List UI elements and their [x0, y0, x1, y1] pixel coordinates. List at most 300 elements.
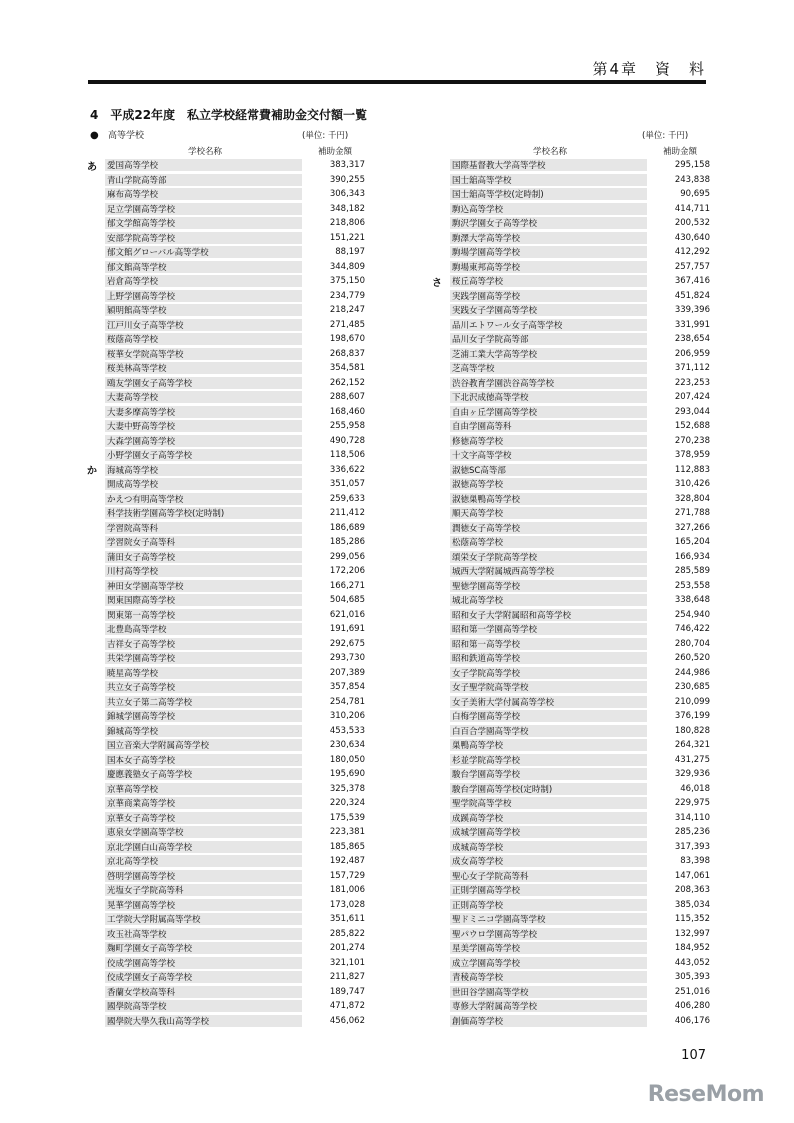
subsidy-amount: 285,236 [674, 827, 710, 838]
school-name: 実践学園高等学校 [450, 290, 647, 302]
subsidy-amount: 181,006 [329, 885, 365, 896]
subsidy-amount: 118,506 [329, 450, 365, 461]
school-name: 足立学園高等学校 [105, 203, 302, 215]
table-row [450, 419, 710, 434]
school-name: 桜蔭高等学校 [105, 333, 302, 345]
subsidy-amount: 192,487 [329, 856, 365, 867]
school-name: 科学技術学園高等学校(定時制) [105, 507, 302, 519]
table-row [105, 767, 365, 782]
table-row [105, 970, 365, 985]
school-name: 品川エトワール女子高等学校 [450, 319, 647, 331]
school-name: 啓明学園高等学校 [105, 870, 302, 882]
table-row [105, 709, 365, 724]
school-name: 国士舘高等学校 [450, 174, 647, 186]
subsidy-amount: 329,936 [674, 769, 710, 780]
subsidy-amount: 385,034 [674, 899, 710, 910]
table-row [450, 564, 710, 579]
page-number: 107 [681, 1048, 706, 1063]
subsidy-amount: 191,691 [329, 624, 365, 635]
subsection-label [90, 128, 144, 141]
table-row [105, 376, 365, 391]
table-row [450, 202, 710, 217]
table-row [450, 680, 710, 695]
subsidy-amount: 280,704 [674, 638, 710, 649]
school-name: 白百合学園高等学校 [450, 725, 647, 737]
table-row [450, 245, 710, 260]
school-name: 慶應義塾女子高等学校 [105, 768, 302, 780]
subsidy-amount: 166,271 [329, 580, 365, 591]
subsidy-amount: 168,460 [329, 406, 365, 417]
school-name: 郁文館グローバル高等学校 [105, 246, 302, 258]
table-row [105, 898, 365, 913]
school-name: 頌栄女子学院高等学校 [450, 551, 647, 563]
table-row [105, 434, 365, 449]
column-header [450, 144, 710, 158]
table-row [450, 985, 710, 1000]
school-name: 共立女子第二高等学校 [105, 696, 302, 708]
table-row [105, 941, 365, 956]
subsidy-amount: 293,730 [329, 653, 365, 664]
table-row [105, 173, 365, 188]
school-name: 関東国際高等学校 [105, 594, 302, 606]
table-row [105, 564, 365, 579]
school-name: 京北学園白山高等学校 [105, 841, 302, 853]
subsidy-amount: 223,381 [329, 827, 365, 838]
subsidy-amount: 184,952 [674, 943, 710, 954]
table-row [105, 361, 365, 376]
table-row [450, 579, 710, 594]
school-name: 暁星高等学校 [105, 667, 302, 679]
table-row [450, 535, 710, 550]
table-row [105, 274, 365, 289]
table-row [450, 448, 710, 463]
subsidy-amount: 430,640 [674, 232, 710, 243]
school-name: 聖心女子学院高等科 [450, 870, 647, 882]
table-row [450, 941, 710, 956]
school-name: 國學院高等学校 [105, 1000, 302, 1012]
school-name: 潤徳女子高等学校 [450, 522, 647, 534]
subsidy-amount: 220,324 [329, 798, 365, 809]
subsidy-amount: 46,018 [680, 783, 710, 794]
school-name: 松蔭高等学校 [450, 536, 647, 548]
table-row [450, 840, 710, 855]
table-row [105, 825, 365, 840]
school-name: 大妻中野高等学校 [105, 420, 302, 432]
subsidy-amount: 210,099 [674, 696, 710, 707]
school-name: 修徳高等学校 [450, 435, 647, 447]
school-name: 城西大学附属城西高等学校 [450, 565, 647, 577]
subsidy-amount: 451,824 [674, 290, 710, 301]
school-name: 女子聖学院高等学校 [450, 681, 647, 693]
school-name: 青稜高等学校 [450, 971, 647, 983]
subsidy-amount: 230,634 [329, 740, 365, 751]
subsidy-amount: 206,959 [674, 348, 710, 359]
subsidy-amount: 166,934 [674, 551, 710, 562]
subsidy-amount: 186,689 [329, 522, 365, 533]
subsidy-amount: 257,757 [674, 261, 710, 272]
school-name: 京華高等学校 [105, 783, 302, 795]
school-name: 成城学園高等学校 [450, 826, 647, 838]
subsidy-amount: 376,199 [674, 711, 710, 722]
table-row [105, 811, 365, 826]
table-row [450, 187, 710, 202]
school-name: 上野学園高等学校 [105, 290, 302, 302]
table-row [105, 753, 365, 768]
subsidy-amount: 211,412 [329, 508, 365, 519]
kana-index-marker: か [87, 466, 97, 478]
subsidy-amount: 175,539 [329, 812, 365, 823]
subsidy-amount: 238,654 [674, 334, 710, 345]
school-name: 海城高等学校 [105, 464, 302, 476]
school-name: 専修大学附属高等学校 [450, 1000, 647, 1012]
subsidy-amount: 406,176 [674, 1015, 710, 1026]
unit-label-right: (単位: 千円) [642, 131, 689, 141]
school-name: 順天高等学校 [450, 507, 647, 519]
subsidy-amount: 375,150 [329, 276, 365, 287]
table-row [450, 767, 710, 782]
school-name: 国立音楽大学附属高等学校 [105, 739, 302, 751]
subsidy-amount: 207,424 [674, 392, 710, 403]
table-row [105, 260, 365, 275]
school-name: 川村高等学校 [105, 565, 302, 577]
subsidy-amount: 327,266 [674, 522, 710, 533]
table-row [105, 303, 365, 318]
school-name: 国際基督教大学高等学校 [450, 159, 647, 171]
subsidy-amount: 746,422 [674, 624, 710, 635]
subsidy-amount: 112,883 [674, 464, 710, 475]
subsection-text: 高等学校 [108, 131, 145, 141]
school-name: 学習院高等科 [105, 522, 302, 534]
subsidy-amount: 406,280 [674, 1001, 710, 1012]
table-row [105, 1014, 365, 1029]
subsidy-amount: 268,837 [329, 348, 365, 359]
table-row [105, 187, 365, 202]
school-name: 成立学園高等学校 [450, 957, 647, 969]
school-name: 正則高等学校 [450, 899, 647, 911]
table-row [105, 202, 365, 217]
subsidy-amount: 262,152 [329, 377, 365, 388]
school-name: 淑徳巣鴨高等学校 [450, 493, 647, 505]
school-name: 桜華女学院高等学校 [105, 348, 302, 360]
subsidy-amount: 292,675 [329, 638, 365, 649]
subsidy-amount: 357,854 [329, 682, 365, 693]
school-name: 開成高等学校 [105, 478, 302, 490]
school-name: 成蹊高等学校 [450, 812, 647, 824]
table-row [450, 506, 710, 521]
table-row [105, 608, 365, 623]
school-name: 郁文学館高等学校 [105, 217, 302, 229]
school-name: 聖学院高等学校 [450, 797, 647, 809]
table-row [105, 985, 365, 1000]
school-name: 世田谷学園高等学校 [450, 986, 647, 998]
table-row [450, 724, 710, 739]
unit-label-left: (単位: 千円) [302, 131, 349, 141]
subsidy-amount: 180,828 [674, 725, 710, 736]
school-name: 昭和鉄道高等学校 [450, 652, 647, 664]
table-row [450, 405, 710, 420]
subsidy-amount: 299,056 [329, 551, 365, 562]
header-rule [88, 80, 706, 84]
subsidy-amount: 229,975 [674, 798, 710, 809]
subsidy-amount: 490,728 [329, 435, 365, 446]
school-name: 吉祥女子高等学校 [105, 638, 302, 650]
table-row [105, 332, 365, 347]
left-rows [87, 158, 365, 1028]
subsidy-amount: 218,806 [329, 218, 365, 229]
table-row [450, 970, 710, 985]
subsidy-amount: 310,206 [329, 711, 365, 722]
school-name: 佼成学園女子高等学校 [105, 971, 302, 983]
subsidy-amount: 260,520 [674, 653, 710, 664]
subsidy-amount: 254,781 [329, 696, 365, 707]
school-name: 共栄学園高等学校 [105, 652, 302, 664]
table-row [105, 854, 365, 869]
subsidy-amount: 223,253 [674, 377, 710, 388]
subsidy-amount: 165,204 [674, 537, 710, 548]
col-amount-header: 補助金額 [317, 147, 352, 157]
school-name: 恵泉女学園高等学校 [105, 826, 302, 838]
school-name: 駒澤大学高等学校 [450, 232, 647, 244]
subsidy-amount: 115,352 [674, 914, 710, 925]
table-row [105, 666, 365, 681]
subsidy-amount: 243,838 [674, 174, 710, 185]
school-name: 大森学園高等学校 [105, 435, 302, 447]
subsidy-amount: 285,589 [674, 566, 710, 577]
school-name: 成女高等学校 [450, 855, 647, 867]
subsidy-amount: 295,158 [674, 160, 710, 171]
subsidy-amount: 180,050 [329, 754, 365, 765]
subsidy-amount: 200,532 [674, 218, 710, 229]
school-name: 正則学園高等学校 [450, 884, 647, 896]
table-row [105, 521, 365, 536]
school-name: 蒲田女子高等学校 [105, 551, 302, 563]
subsidy-amount: 157,729 [329, 870, 365, 881]
subsidy-amount: 189,747 [329, 986, 365, 997]
table-row [450, 912, 710, 927]
school-name: 星美学園高等学校 [450, 942, 647, 954]
subsidy-amount: 314,110 [674, 812, 710, 823]
table-row [105, 231, 365, 246]
table-row [450, 332, 710, 347]
subsidy-amount: 348,182 [329, 203, 365, 214]
school-name: 昭和女子大学附属昭和高等学校 [450, 609, 647, 621]
school-name: 京華女子高等学校 [105, 812, 302, 824]
subsidy-amount: 351,611 [329, 914, 365, 925]
subsidy-amount: 207,389 [329, 667, 365, 678]
table-row [450, 753, 710, 768]
school-name: 京華商業高等学校 [105, 797, 302, 809]
table-row [105, 347, 365, 362]
school-name: 神田女学園高等学校 [105, 580, 302, 592]
subsidy-amount: 378,959 [674, 450, 710, 461]
subsidy-amount: 293,044 [674, 406, 710, 417]
school-name: 関東第一高等学校 [105, 609, 302, 621]
school-name: 国本女子高等学校 [105, 754, 302, 766]
subsidy-amount: 264,321 [674, 740, 710, 751]
subsidy-amount: 371,112 [674, 363, 710, 374]
subsidy-amount: 305,393 [674, 972, 710, 983]
subsidy-amount: 88,197 [335, 247, 365, 258]
table-row [450, 927, 710, 942]
table-row [105, 477, 365, 492]
school-name: 晃華学園高等学校 [105, 899, 302, 911]
table-row [450, 666, 710, 681]
school-name: 創価高等学校 [450, 1015, 647, 1027]
table-row [105, 651, 365, 666]
col-name-header: 学校名称 [187, 147, 222, 157]
subsidy-amount: 321,101 [329, 957, 365, 968]
school-name: 駒場東邦高等学校 [450, 261, 647, 273]
subsidy-amount: 453,533 [329, 725, 365, 736]
table-row [105, 912, 365, 927]
subsidy-amount: 339,396 [674, 305, 710, 316]
subsidy-amount: 285,822 [329, 928, 365, 939]
subsidy-amount: 288,607 [329, 392, 365, 403]
subsidy-amount: 317,393 [674, 841, 710, 852]
table-row [105, 506, 365, 521]
subsidy-amount: 354,581 [329, 363, 365, 374]
school-name: 巣鴨高等学校 [450, 739, 647, 751]
school-name: 桜美林高等学校 [105, 362, 302, 374]
school-name: かえつ有明高等学校 [105, 493, 302, 505]
table-row [450, 825, 710, 840]
school-name: 佼成学園高等学校 [105, 957, 302, 969]
school-name: 杉並学院高等学校 [450, 754, 647, 766]
table-row [105, 448, 365, 463]
subsidy-amount: 443,052 [674, 957, 710, 968]
table-row [105, 593, 365, 608]
table-row [450, 173, 710, 188]
subsidy-amount: 367,416 [674, 276, 710, 287]
table-row [105, 883, 365, 898]
school-name: 駒込高等学校 [450, 203, 647, 215]
subsidy-amount: 383,317 [329, 160, 365, 171]
table-row [105, 695, 365, 710]
bullet-icon: ● [90, 130, 99, 141]
school-name: 愛国高等学校 [105, 159, 302, 171]
school-name: 駒場学園高等学校 [450, 246, 647, 258]
subsidy-amount: 185,865 [329, 841, 365, 852]
subsidy-amount: 172,206 [329, 566, 365, 577]
table-row [105, 419, 365, 434]
table-row [450, 869, 710, 884]
table-row [105, 318, 365, 333]
school-name: 青山学院高等部 [105, 174, 302, 186]
school-name: 成城高等学校 [450, 841, 647, 853]
table-row [105, 724, 365, 739]
table-row [450, 158, 710, 173]
right-column [432, 144, 710, 1028]
school-name: 聖徳学園高等学校 [450, 580, 647, 592]
table-row [105, 579, 365, 594]
table-row [450, 883, 710, 898]
brand-logo: ReseMom [647, 1082, 764, 1107]
subsidy-amount: 271,788 [674, 508, 710, 519]
table-row [450, 608, 710, 623]
subsidy-amount: 344,809 [329, 261, 365, 272]
table-row [450, 289, 710, 304]
subsidy-amount: 271,485 [329, 319, 365, 330]
subsidy-amount: 270,238 [674, 435, 710, 446]
subsidy-amount: 325,378 [329, 783, 365, 794]
school-name: 自由ヶ丘学園高等学校 [450, 406, 647, 418]
subsidy-amount: 351,057 [329, 479, 365, 490]
table-row [450, 216, 710, 231]
school-name: 十文字高等学校 [450, 449, 647, 461]
subsidy-amount: 173,028 [329, 899, 365, 910]
table-row [105, 535, 365, 550]
school-name: 江戸川女子高等学校 [105, 319, 302, 331]
school-name: 桜丘高等学校 [450, 275, 647, 287]
table-row [450, 463, 710, 478]
school-name: 聖パウロ学園高等学校 [450, 928, 647, 940]
table-row [450, 999, 710, 1014]
school-name: 攻玉社高等学校 [105, 928, 302, 940]
table-row [105, 216, 365, 231]
school-name: 淑徳高等学校 [450, 478, 647, 490]
school-name: 渋谷教育学園渋谷高等学校 [450, 377, 647, 389]
subsidy-amount: 331,991 [674, 319, 710, 330]
school-name: 芝浦工業大学高等学校 [450, 348, 647, 360]
column-header [105, 144, 365, 158]
table-row [450, 550, 710, 565]
subsidy-amount: 208,363 [674, 885, 710, 896]
school-name: 白梅学園高等学校 [450, 710, 647, 722]
table-row [450, 434, 710, 449]
table-row [105, 869, 365, 884]
subsidy-amount: 152,688 [674, 421, 710, 432]
school-name: 学習院女子高等科 [105, 536, 302, 548]
school-name: 芝高等学校 [450, 362, 647, 374]
table-row [450, 898, 710, 913]
section-title: 4 平成22年度 私立学校経常費補助金交付額一覧 [90, 108, 368, 122]
table-row [450, 695, 710, 710]
school-name: 香蘭女学校高等科 [105, 986, 302, 998]
kana-index-marker: さ [432, 277, 442, 289]
subsidy-amount: 211,827 [329, 972, 365, 983]
school-name: 下北沢成徳高等学校 [450, 391, 647, 403]
table-row [105, 927, 365, 942]
table-row [105, 738, 365, 753]
table-row [450, 637, 710, 652]
subsidy-amount: 254,940 [674, 609, 710, 620]
table-row [450, 376, 710, 391]
school-name: 工学院大学附属高等学校 [105, 913, 302, 925]
school-name: 聖ドミニコ学園高等学校 [450, 913, 647, 925]
subsidy-amount: 251,016 [674, 986, 710, 997]
subsidy-amount: 390,255 [329, 174, 365, 185]
subsidy-amount: 195,690 [329, 769, 365, 780]
school-name: 國學院大學久我山高等学校 [105, 1015, 302, 1027]
table-row [450, 318, 710, 333]
subsidy-amount: 198,670 [329, 334, 365, 345]
table-row [450, 390, 710, 405]
table-row [105, 999, 365, 1014]
school-name: 光塩女子学院高等科 [105, 884, 302, 896]
table-row [450, 347, 710, 362]
school-name: 安部学院高等学校 [105, 232, 302, 244]
school-name: 城北高等学校 [450, 594, 647, 606]
table-row [105, 622, 365, 637]
table-row [105, 782, 365, 797]
table-row [450, 854, 710, 869]
table-row [450, 811, 710, 826]
subsidy-amount: 412,292 [674, 247, 710, 258]
school-name: 昭和第一学園高等学校 [450, 623, 647, 635]
subsidy-amount: 255,958 [329, 421, 365, 432]
table-row [87, 463, 365, 478]
school-name: 麻布高等学校 [105, 188, 302, 200]
